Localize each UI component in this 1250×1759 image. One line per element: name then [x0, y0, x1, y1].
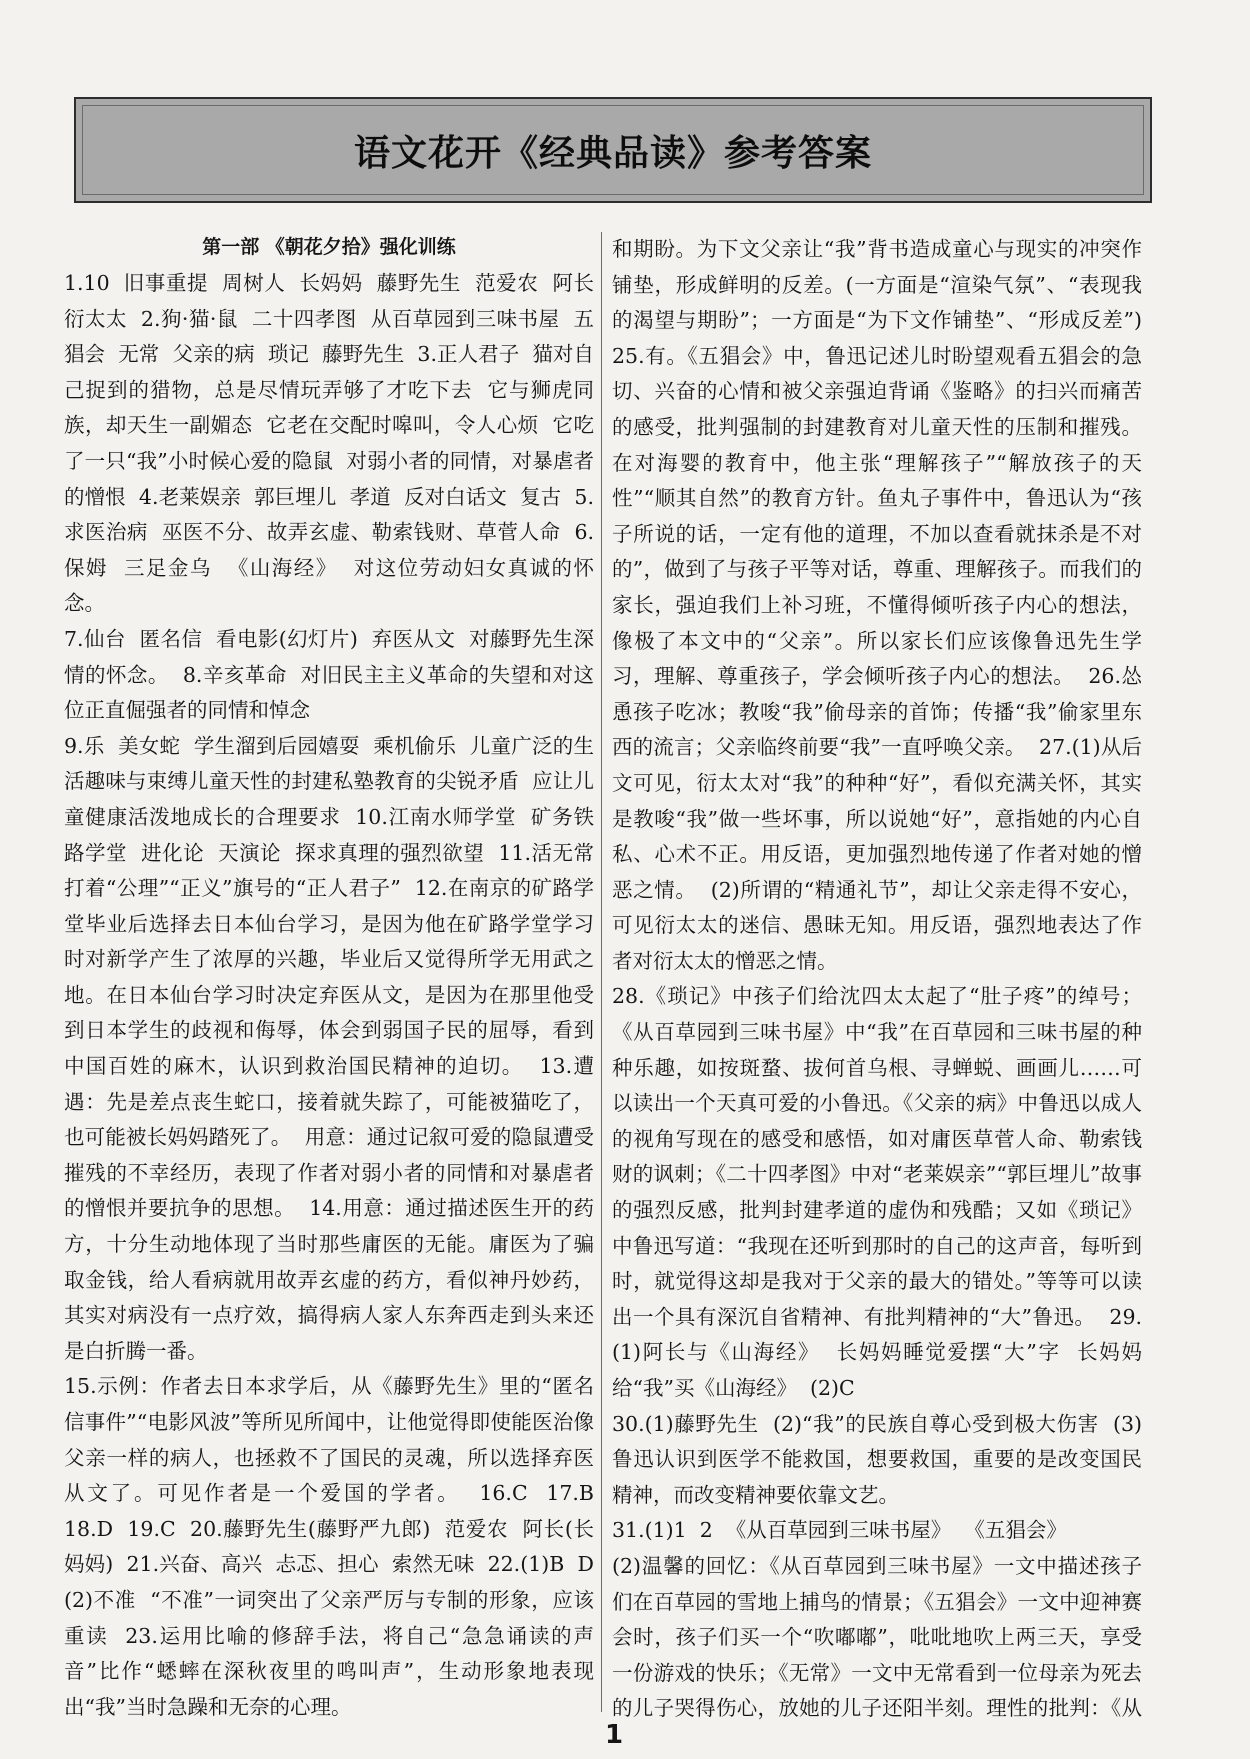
column-divider: [601, 232, 602, 1712]
answer-paragraph: (2)温馨的回忆：《从百草园到三味书屋》一文中描述孩子们在百草园的雪地上捕鸟的情景；《五猖会》一文中迎神赛会时，孩子们买一个“吹嘟嘟”，吡吡地吹上两三天，享受一份游戏的快乐；《无常》一文中无常看到一位母亲为死去的儿子哭得伤心，放她的儿子还阳半刻。理性的批判：《从: [612, 1553, 1142, 1721]
title-banner: [74, 97, 1152, 203]
answer-paragraph: 1.10 旧事重提 周树人 长妈妈 藤野先生 范爱农 阿长 衍太太 2.狗·猫·鼠 二十四孝图 从百草园到三味书屋 五猖会 无常 父亲的病 琐记 藤野先生 3.正人君子 猫对自己捉到的猎物，总是尽情玩弄够了才吃下去 它与狮虎同族，却天生一副媚态 它老在交配时嗥叫，令人心烦 它吃了一只“我”小时候心爱的隐鼠 对弱小者的同情，对暴虐者的憎恨 4.老莱娱亲 郭巨埋儿 孝道 反对白话文 复古 5.求医治病 巫医不分、故弄玄虚、勒索钱财、草菅人命 6.保姆 三足金乌 《山海经》 对这位劳动妇女真诚的怀念。: [64, 271, 594, 616]
left-column: [64, 232, 594, 1722]
answer-paragraph: 7.仙台 匿名信 看电影(幻灯片) 弃医从文 对藤野先生深情的怀念。 8.辛亥革命 对旧民主主义革命的失望和对这位正直倔强者的同情和悼念: [64, 626, 594, 723]
answer-paragraph: 31.(1)1 2 《从百草园到三味书屋》 《五猖会》: [612, 1518, 1067, 1543]
answer-paragraph: 9.乐 美女蛇 学生溜到后园嬉耍 乘机偷乐 儿童广泛的生活趣味与束缚儿童天性的封建私塾教育的尖锐矛盾 应让儿童健康活泼地成长的合理要求 10.江南水师学堂 矿务铁路学堂 进化论 天演论 探求真理的强烈欲望 11.活无常 打着“公理”“正义”旗号的“正人君子” 12.在南京的矿路学堂毕业后选择去日本仙台学习，是因为他在矿路学堂学习时对新学产生了浓厚的兴趣，毕业后又觉得所学无用武之地。在日本仙台学习时决定弃医从文，是因为在那里他受到日本学生的歧视和侮辱，体会到弱国子民的屈辱，看到中国百姓的麻木，认识到救治国民精神的迫切。 13.遭遇：先是差点丧生蛇口，接着就失踪了，可能被猫吃了，也可能被长妈妈踏死了。 用意：通过记叙可爱的隐鼠遭受摧残的不幸经历，表现了作者对弱小者的同情和对暴虐者的憎恨并要抗争的思想。 14.用意：通过描述医生开的药方，十分生动地体现了当时那些庸医的无能。庸医为了骗取金钱，给人看病就用故弄玄虚的药方，看似神丹妙药，其实对病没有一点疗效，搞得病人家人东奔西走到头来还是白折腾一番。: [64, 733, 594, 1363]
section-heading: 第一部 《朝花夕拾》强化训练: [202, 236, 456, 258]
page-number: 1: [605, 1720, 624, 1750]
answer-paragraph: 30.(1)藤野先生 (2)“我”的民族自尊心受到极大伤害 (3)鲁迅认识到医学不能救国，想要救国，重要的是改变国民精神，而改变精神要依靠文艺。: [612, 1411, 1142, 1507]
answer-paragraph: 15.示例：作者去日本求学后，从《藤野先生》里的“匿名信事件”“电影风波”等所见所闻中，让他觉得即使能医治像父亲一样的病人，也拯救不了国民的灵魂，所以选择弃医从文了。可见作者是一个爱国的学者。 16.C 17.B 18.D 19.C 20.藤野先生(藤野严九郎) 范爱农 阿长(长妈妈) 21.兴奋、高兴 忐忑、担心 索然无味 22.(1)B D (2)不准 “不准”一词突出了父亲严厉与专制的形象，应该重读 23.运用比喻的修辞手法，将自己“急急诵读的声音”比作“蟋蟀在深秋夜里的鸣叫声”，生动形象地表现出“我”当时急躁和无奈的心理。: [64, 1374, 594, 1719]
right-column: [612, 232, 1142, 1722]
page-title: 语文花开《经典品读》参考答案: [353, 132, 872, 174]
answer-paragraph: 和期盼。为下文父亲让“我”背书造成童心与现实的冲突作铺垫，形成鲜明的反差。(一方面是“渲染气氛”、“表现我的渴望与期盼”；一方面是“为下文作铺垫”、“形成反差”) 25.有。《五猖会》中，鲁迅记述儿时盼望观看五猖会的急切、兴奋的心情和被父亲强迫背诵《鉴略》的扫兴而痛苦的感受，批判强制的封建教育对儿童天性的压制和摧残。在对海婴的教育中，他主张“理解孩子”“解放孩子的天性”“顺其自然”的教育方针。鱼丸子事件中，鲁迅认为“孩子所说的话，一定有他的道理，不加以查看就抹杀是不对的”，做到了与孩子平等对话，尊重、理解孩子。而我们的家长，强迫我们上补习班，不懂得倾听孩子内心的想法，像极了本文中的“父亲”。所以家长们应该像鲁迅先生学习，理解、尊重孩子，学会倾听孩子内心的想法。 26.怂恿孩子吃冰；教唆“我”偷母亲的首饰；传播“我”偷家里东西的流言；父亲临终前要“我”一直呼唤父亲。 27.(1)从后文可见，衍太太对“我”的种种“好”，看似充满关怀，其实是教唆“我”做一些坏事，所以说她“好”，意指她的内心自私、心术不正。用反语，更加强烈地传递了作者对她的憎恶之情。 (2)所谓的“精通礼节”，却让父亲走得不安心，可见衍太太的迷信、愚昧无知。用反语，强烈地表达了作者对衍太太的憎恶之情。: [612, 237, 1142, 973]
answer-paragraph: 28.《琐记》中孩子们给沈四太太起了“肚子疼”的绰号；《从百草园到三味书屋》中“我”在百草园和三味书屋的种种乐趣，如按斑蝥、拔何首乌根、寻蝉蜕、画画儿……可以读出一个天真可爱的小鲁迅。《父亲的病》中鲁迅以成人的视角写现在的感受和感悟，如对庸医草菅人命、勒索钱财的讽刺；《二十四孝图》中对“老莱娱亲”“郭巨埋儿”故事的强烈反感，批判封建孝道的虚伪和残酷；又如《琐记》中鲁迅写道：“我现在还听到那时的自己的这声音，每听到时，就觉得这却是我对于父亲的最大的错处。”等等可以读出一个具有深沉自省精神、有批判精神的“大”鲁迅。 29.(1)阿长与《山海经》 长妈妈睡觉爱摆“大”字 长妈妈给“我”买《山海经》 (2)C: [612, 984, 1142, 1400]
